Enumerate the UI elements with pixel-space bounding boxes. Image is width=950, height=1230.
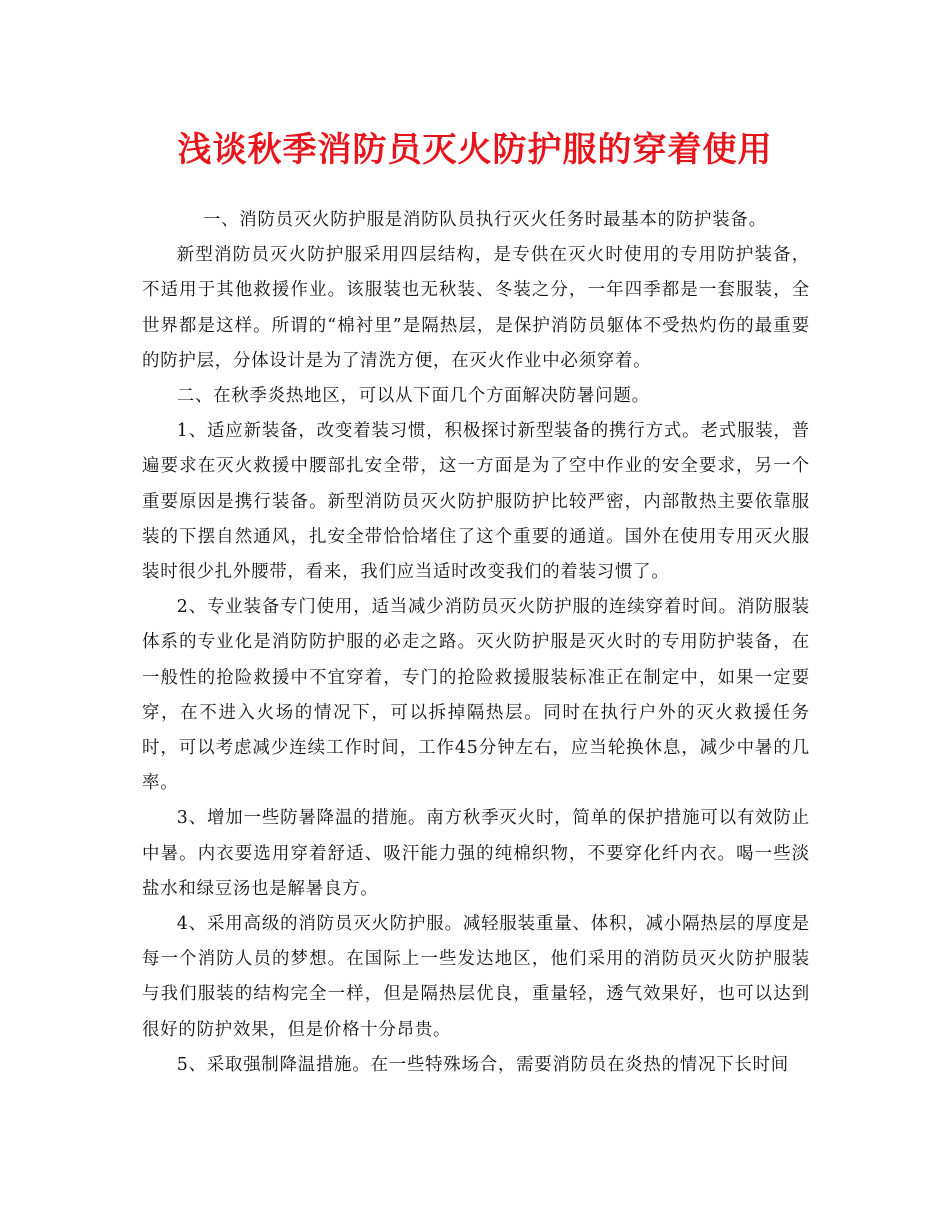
document-body (142, 203, 810, 1083)
paragraph-item-2: 2、专业装备专门使用，适当减少消防员灭火防护服的连续穿着时间。消防服装体系的专业化是消防防护服的必走之路。灭火防护服是灭火时的专用防护装备，在一般性的抢险救援中不宜穿着，专门的抢险救援服装标准正在制定中，如果一定要穿，在不进入火场的情况下，可以拆掉隔热层。同时在执行户外的灭火救援任务时，可以考虑减少连续工作时间，工作45分钟左右，应当轮换休息，减少中暑的几率。 (142, 597, 810, 794)
paragraph-item-4: 4、采用高级的消防员灭火防护服。减轻服装重量、体积，减小隔热层的厚度是每一个消防人员的梦想。在国际上一些发达地区，他们采用的消防员灭火防护服装与我们服装的结构完全一样，但是隔热层优良，重量轻，透气效果好，也可以达到很好的防护效果，但是价格十分昂贵。 (142, 914, 810, 1040)
paragraph-item-1: 1、适应新装备，改变着装习惯，积极探讨新型装备的携行方式。老式服装，普遍要求在灭火救援中腰部扎安全带，这一方面是为了空中作业的安全要求，另一个重要原因是携行装备。新型消防员灭火防护服防护比较严密，内部散热主要依靠服装的下摆自然通风，扎安全带恰恰堵住了这个重要的通道。国外在使用专用灭火服装时很少扎外腰带，看来，我们应当适时改变我们的着装习惯了。 (142, 421, 810, 583)
paragraph-four-layer-structure: 新型消防员灭火防护服采用四层结构，是专供在灭火时使用的专用防护装备，不适用于其他救援作业。该服装也无秋装、冬装之分，一年四季都是一套服装，全世界都是这样。所谓的“棉衬里”是隔热层，是保护消防员躯体不受热灼伤的最重要的防护层，分体设计是为了清洗方便，在灭火作业中必须穿着。 (142, 245, 810, 371)
document-title: 浅谈秋季消防员灭火防护服的穿着使用 (177, 130, 773, 170)
paragraph-section-2-heading: 二、在秋季炎热地区，可以从下面几个方面解决防暑问题。 (176, 386, 650, 407)
paragraph-item-5: 5、采取强制降温措施。在一些特殊场合，需要消防员在炎热的情况下长时间 (176, 1054, 789, 1075)
paragraph-item-3: 3、增加一些防暑降温的措施。南方秋季灭火时，简单的保护措施可以有效防止中暑。内衣要选用穿着舒适、吸汗能力强的纯棉织物，不要穿化纤内衣。喝一些淡盐水和绿豆汤也是解暑良方。 (142, 808, 810, 899)
paragraph-section-1-heading: 一、消防员灭火防护服是消防队员执行灭火任务时最基本的防护装备。 (202, 210, 767, 230)
